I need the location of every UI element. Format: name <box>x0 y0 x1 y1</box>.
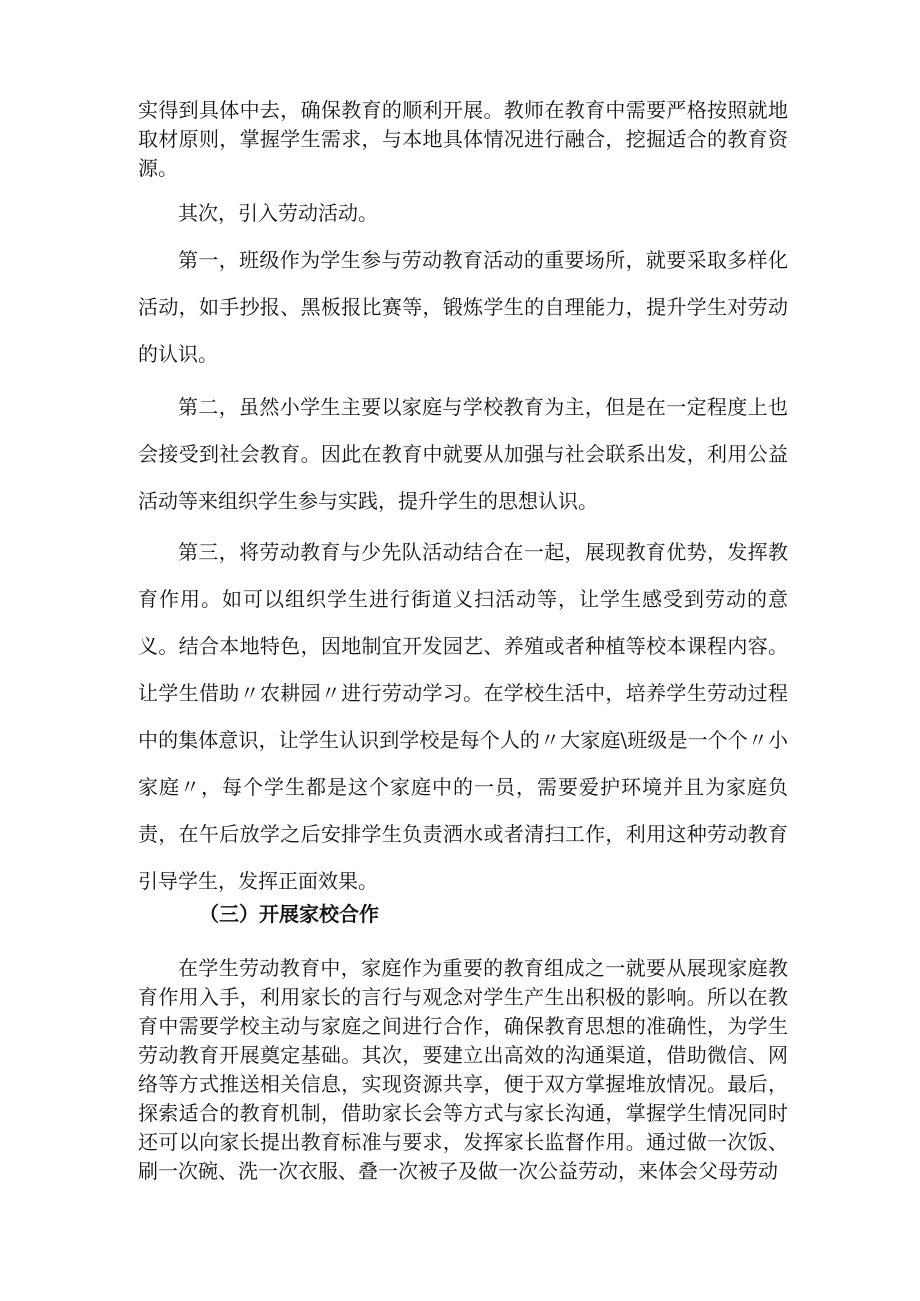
paragraph-third-young-pioneers: 第三，将劳动教育与少先队活动结合在一起，展现教育优势，发挥教育作用。如可以组织学生进行街道义扫活动等，让学生感受到劳动的意义。结合本地特色，因地制宜开发园艺、养殖或者种植等校本课程内容。让学生借助〃农耕园〃进行劳动学习。在学校生活中，培养学生劳动过程中的集体意识，让学生认识到学校是每个人的〃大家庭\班级是一个个〃小家庭〃，每个学生都是这个家庭中的一员，需要爱护环境并且为家庭负责，在午后放学之后安排学生负责洒水或者清扫工作，利用这种劳动教育引导学生，发挥正面效果。 <box>138 540 788 893</box>
paragraph-family-education-role: 在学生劳动教育中，家庭作为重要的教育组成之一就要从展现家庭教育作用入手，利用家长的言行与观念对学生产生出积极的影响。所以在教育中需要学校主动与家庭之间进行合作，确保教育思想的准确性，为学生劳动教育开展奠定基础。其次，要建立出高效的沟通渠道，借助微信、网络等方式推送相关信息，实现资源共享，便于双方掌握堆放情况。最后，探索适合的教育机制，借助家长会等方式与家长沟通，掌握学生情况同时还可以向家长提出教育标准与要求，发挥家长监督作用。通过做一次饭、刷一次碗、洗一次衣服、叠一次被子及做一次公益劳动，来体会父母劳动 <box>138 956 788 1183</box>
paragraph-second-social-education: 第二，虽然小学生主要以家庭与学校教育为主，但是在一定程度上也会接受到社会教育。因此在教育中就要从加强与社会联系出发，利用公益活动等来组织学生参与实践，提升学生的思想认识。 <box>138 395 788 513</box>
paragraph-introduce-labor-activities: 其次，引入劳动活动。 <box>178 201 378 225</box>
section-heading-home-school-cooperation: （三）开展家校合作 <box>199 902 379 926</box>
paragraph-first-class-activities: 第一，班级作为学生参与劳动教育活动的重要场所，就要采取多样化活动，如手抄报、黑板报比赛等，锻炼学生的自理能力，提升学生对劳动的认识。 <box>138 248 788 366</box>
paragraph-continued-resources: 实得到具体中去，确保教育的顺利开展。教师在教育中需要严格按照就地取材原则，掌握学生需求，与本地具体情况进行融合，挖掘适合的教育资源。 <box>138 98 788 180</box>
